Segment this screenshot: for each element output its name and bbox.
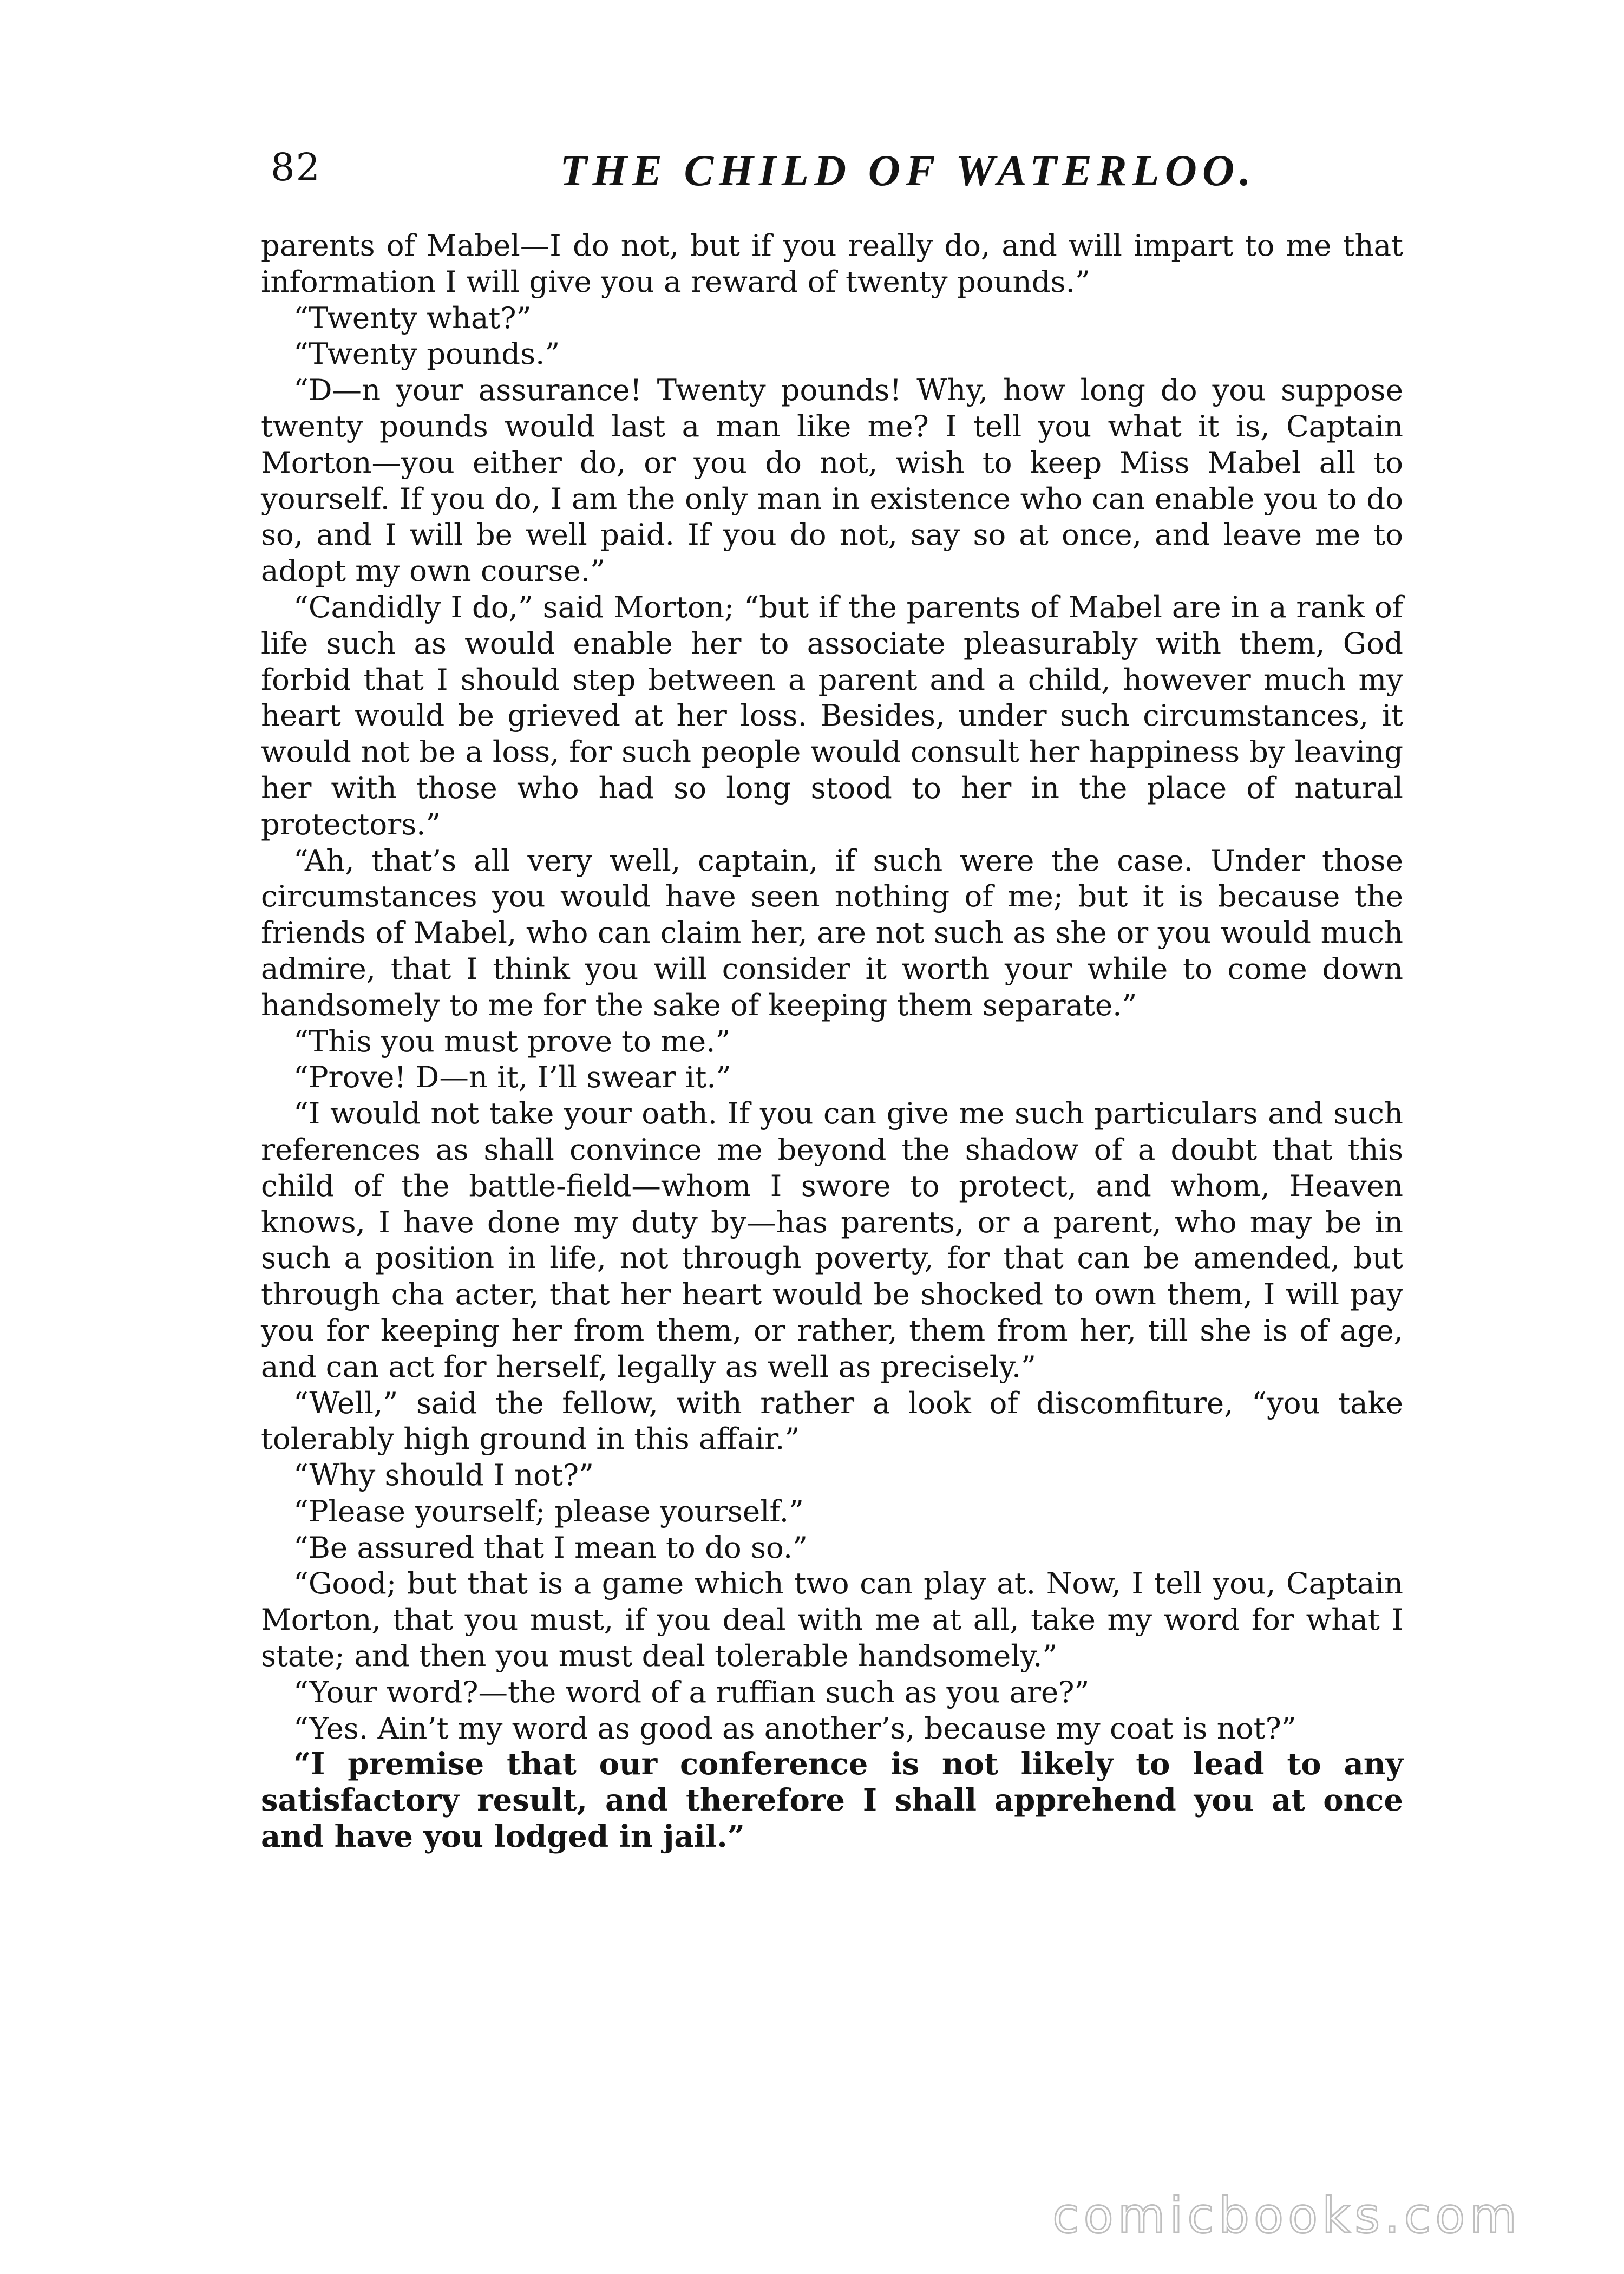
paragraph-12: “Please yourself; please yourself.” bbox=[293, 1493, 804, 1528]
paragraph-13: “Be assured that I mean to do so.” bbox=[293, 1530, 808, 1565]
paragraph-9: “I would not take your oath. If you can give me such particulars and such references as shall convince me beyond the shadow of a doubt that this child of the battle-field—whom I swore to protect, and whom, Heaven knows, I have done my duty by—has parents, or a parent, who may be in such a position in life, not through poverty, for that can be amended, but through cha acter, that her heart would be shocked to own them, I will pay you for keeping her from them, or rather, them from her, till she is of age, and can act for herself, legally as well as precisely.” bbox=[261, 1096, 1403, 1384]
page-number: 82 bbox=[271, 145, 322, 190]
paragraph-6: “Ah, that’s all very well, captain, if such were the case. Under those circumstances you would have seen nothing of me; but it is because the friends of Mabel, who can claim her, are not such as she or you would much admire, that I think you will consider it worth your while to come down handsomely to me for the sake of keeping them separate.” bbox=[261, 842, 1403, 1022]
paragraph-8: “Prove! D—n it, I’ll swear it.” bbox=[293, 1060, 731, 1095]
paragraph-11: “Why should I not?” bbox=[293, 1458, 594, 1493]
body-text bbox=[261, 227, 1403, 1855]
paragraph-14: “Good; but that is a game which two can play at. Now, I tell you, Captain Morton, that you must, if you deal with me at all, take my word for what I state; and then you must deal tolerable handsomely.” bbox=[261, 1566, 1403, 1674]
paragraph-5: “Candidly I do,” said Morton; “but if the parents of Mabel are in a rank of life such as would enable her to associate pleasurably with them, God forbid that I should step between a parent and a child, however much my heart would be grieved at her loss. Besides, under such circumstances, it would not be a loss, for such people would consult her happiness by leaving her with those who had so long stood to her in the place of natural protectors.” bbox=[261, 589, 1403, 841]
paragraph-16: “Yes. Ain’t my word as good as another’s, because my coat is not?” bbox=[293, 1710, 1296, 1746]
paragraph-4: “D—n your assurance! Twenty pounds! Why, how long do you suppose twenty pounds would last a man like me? I tell you what it is, Captain Morton—you either do, or you do not, wish to keep Miss Mabel all to yourself. If you do, I am the only man in existence who can enable you to do so, and I will be well paid. If you do not, say so at once, and leave me to adopt my own course.” bbox=[261, 373, 1403, 589]
paragraph-3: “Twenty pounds.” bbox=[293, 336, 560, 371]
paragraph-2: “Twenty what?” bbox=[293, 300, 532, 335]
paragraph-7: “This you must prove to me.” bbox=[293, 1023, 731, 1058]
watermark: comicbooks.com bbox=[1052, 2187, 1521, 2244]
paragraph-1: parents of Mabel—I do not, but if you really do, and will impart to me that information I will give you a reward of twenty pounds.” bbox=[261, 228, 1403, 299]
page-header bbox=[271, 145, 1399, 205]
paragraph-17: “I premise that our conference is not likely to lead to any satisfactory result, and therefore I shall apprehend you at once and have you lodged in jail.” bbox=[261, 1746, 1403, 1855]
running-title: THE CHILD OF WATERLOO. bbox=[560, 146, 1256, 195]
paragraph-15: “Your word?—the word of a ruffian such as you are?” bbox=[293, 1674, 1090, 1709]
paragraph-10: “Well,” said the fellow, with rather a look of discomfiture, “you take tolerably high ground in this affair.” bbox=[261, 1385, 1403, 1456]
